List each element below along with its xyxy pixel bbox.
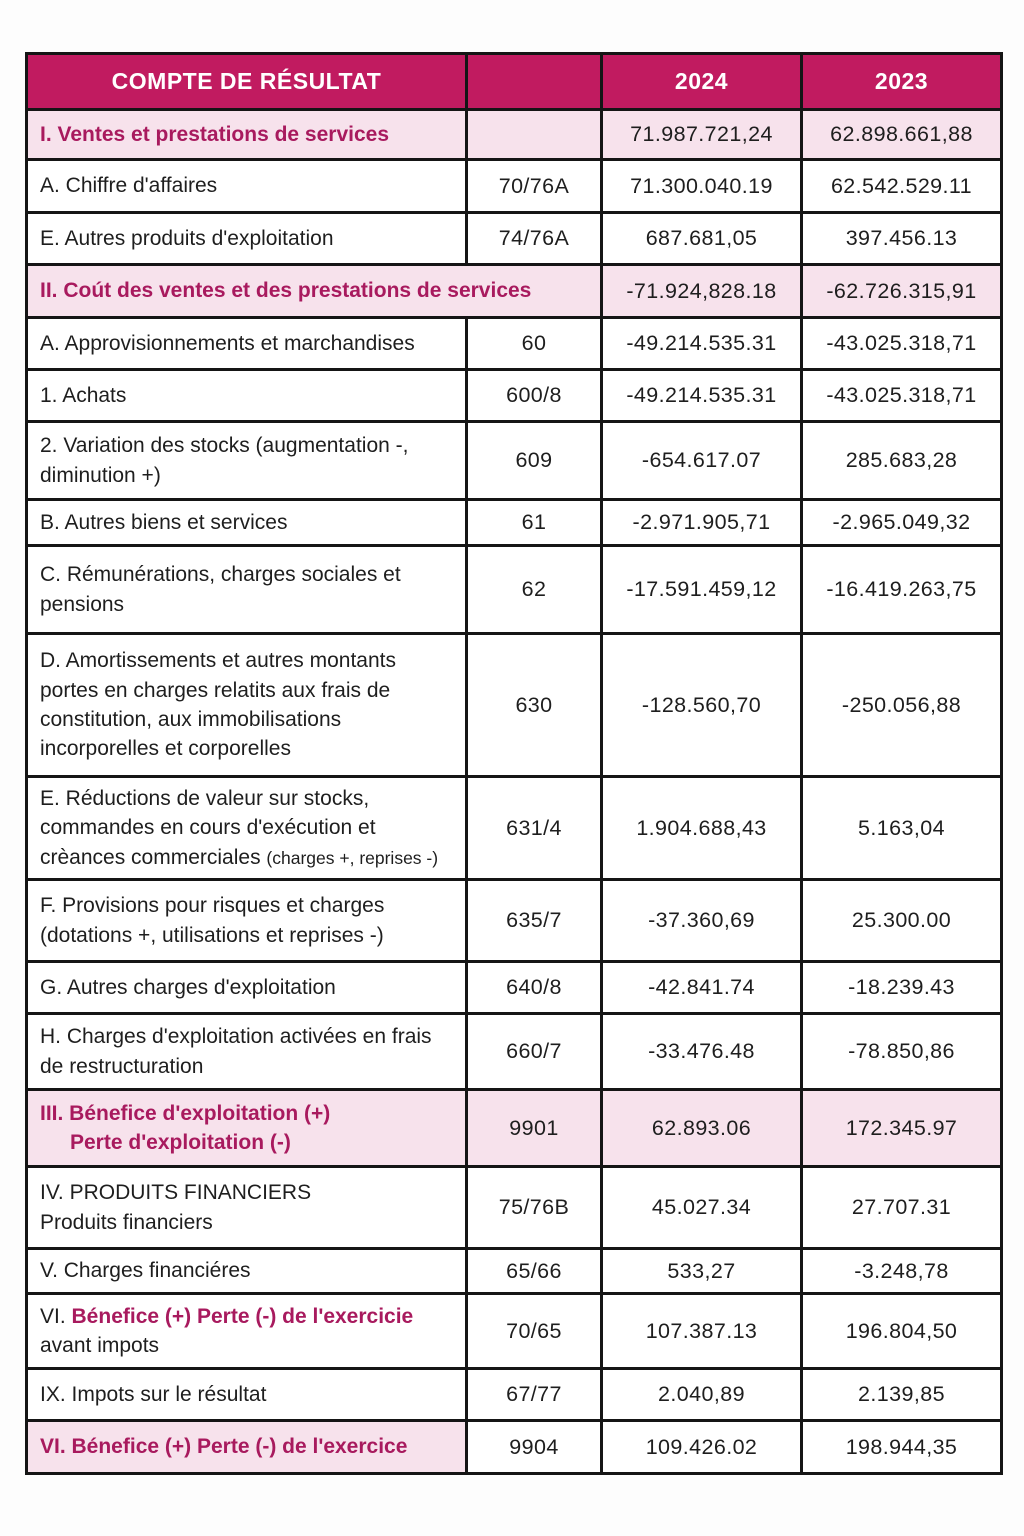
value-2023: 285.683,28 bbox=[802, 422, 1002, 500]
table-row bbox=[27, 1369, 1002, 1421]
row-label: V. Charges financiéres bbox=[27, 1249, 467, 1294]
table-row bbox=[27, 1090, 1002, 1167]
row-label: C. Rémunérations, charges sociales et pensions bbox=[27, 546, 467, 634]
value-2024: -654.617.07 bbox=[602, 422, 802, 500]
value-2023: 5.163,04 bbox=[802, 777, 1002, 880]
value-2023: 196.804,50 bbox=[802, 1294, 1002, 1369]
value-2024: -42.841.74 bbox=[602, 962, 802, 1014]
account-code: 60 bbox=[467, 318, 602, 370]
value-2023: -62.726.315,91 bbox=[802, 265, 1002, 318]
value-2024: 71.300.040.19 bbox=[602, 160, 802, 213]
table-row bbox=[27, 160, 1002, 213]
account-code: 609 bbox=[467, 422, 602, 500]
table-row bbox=[27, 370, 1002, 422]
table-row bbox=[27, 318, 1002, 370]
value-2024: 533,27 bbox=[602, 1249, 802, 1294]
row-label: G. Autres charges d'exploitation bbox=[27, 962, 467, 1014]
row-label-prefix: VI. bbox=[40, 1304, 72, 1328]
row-label: I. Ventes et prestations de services bbox=[40, 122, 390, 146]
value-2023: -3.248,78 bbox=[802, 1249, 1002, 1294]
value-2023: -16.419.263,75 bbox=[802, 546, 1002, 634]
row-label: Bénefice (+) Perte (-) de l'exercicie bbox=[71, 1304, 414, 1328]
value-2024: 687.681,05 bbox=[602, 213, 802, 265]
row-label: VI. Bénefice (+) Perte (-) de l'exercice bbox=[40, 1435, 408, 1459]
row-label-note: (charges +, reprises -) bbox=[266, 847, 439, 868]
table-row bbox=[27, 110, 1002, 160]
table-row bbox=[27, 546, 1002, 634]
account-code: 660/7 bbox=[467, 1014, 602, 1090]
table-row bbox=[27, 1294, 1002, 1369]
account-code: 9904 bbox=[467, 1421, 602, 1474]
value-2023: 172.345.97 bbox=[802, 1090, 1002, 1167]
value-2023: -250.056,88 bbox=[802, 634, 1002, 777]
account-code: 640/8 bbox=[467, 962, 602, 1014]
row-label: E. Réductions de valeur sur stocks, commandes en cours d'exécution et crèances commerciales bbox=[40, 787, 376, 869]
value-2024: 109.426.02 bbox=[602, 1421, 802, 1474]
account-code: 600/8 bbox=[467, 370, 602, 422]
table-row bbox=[27, 1014, 1002, 1090]
value-2024: 62.893.06 bbox=[602, 1090, 802, 1167]
row-label: III. Bénefice d'exploitation (+) bbox=[40, 1101, 331, 1125]
value-2024: -33.476.48 bbox=[602, 1014, 802, 1090]
table-row bbox=[27, 213, 1002, 265]
value-2023: 2.139,85 bbox=[802, 1369, 1002, 1421]
value-2023: -2.965.049,32 bbox=[802, 500, 1002, 546]
row-label: E. Autres produits d'exploitation bbox=[27, 213, 467, 265]
value-2024: 2.040,89 bbox=[602, 1369, 802, 1421]
value-2024: -2.971.905,71 bbox=[602, 500, 802, 546]
account-code: 635/7 bbox=[467, 880, 602, 962]
value-2024: 1.904.688,43 bbox=[602, 777, 802, 880]
value-2024: 45.027.34 bbox=[602, 1167, 802, 1249]
account-code: 630 bbox=[467, 634, 602, 777]
table-row bbox=[27, 1421, 1002, 1474]
value-2023: -43.025.318,71 bbox=[802, 318, 1002, 370]
table-row bbox=[27, 265, 1002, 318]
table-title: COMPTE DE RÉSULTAT bbox=[27, 54, 467, 110]
table-row bbox=[27, 962, 1002, 1014]
account-code: 75/76B bbox=[467, 1167, 602, 1249]
account-code: 61 bbox=[467, 500, 602, 546]
row-label: F. Provisions pour risques et charges (dotations +, utilisations et reprises -) bbox=[27, 880, 467, 962]
value-2023: -78.850,86 bbox=[802, 1014, 1002, 1090]
value-2023: 62.542.529.11 bbox=[802, 160, 1002, 213]
account-code: 70/65 bbox=[467, 1294, 602, 1369]
table-header-row bbox=[27, 54, 1002, 110]
value-2024: -49.214.535.31 bbox=[602, 318, 802, 370]
row-label: A. Approvisionnements et marchandises bbox=[27, 318, 467, 370]
table-row bbox=[27, 422, 1002, 500]
header-code-cell bbox=[467, 54, 602, 110]
account-code: 74/76A bbox=[467, 213, 602, 265]
row-label-line2: avant impots bbox=[40, 1334, 160, 1358]
account-code bbox=[467, 110, 602, 160]
value-2023: 62.898.661,88 bbox=[802, 110, 1002, 160]
row-label: II. Coút des ventes et des prestations de services bbox=[40, 279, 532, 303]
row-label: H. Charges d'exploitation activées en frais de restructuration bbox=[27, 1014, 467, 1090]
row-label: B. Autres biens et services bbox=[27, 500, 467, 546]
row-label-line2: Produits financiers bbox=[40, 1210, 213, 1234]
row-label: 1. Achats bbox=[27, 370, 467, 422]
table-row bbox=[27, 634, 1002, 777]
account-code: 70/76A bbox=[467, 160, 602, 213]
table-row bbox=[27, 880, 1002, 962]
row-label: 2. Variation des stocks (augmentation -, diminution +) bbox=[27, 422, 467, 500]
value-2024: 71.987.721,24 bbox=[602, 110, 802, 160]
row-label-line2: Perte d'exploitation (-) bbox=[70, 1131, 291, 1155]
value-2024: -128.560,70 bbox=[602, 634, 802, 777]
account-code: 65/66 bbox=[467, 1249, 602, 1294]
row-label: IV. PRODUITS FINANCIERS bbox=[40, 1181, 312, 1205]
value-2024: -17.591.459,12 bbox=[602, 546, 802, 634]
table-row bbox=[27, 500, 1002, 546]
value-2023: 397.456.13 bbox=[802, 213, 1002, 265]
table-row bbox=[27, 777, 1002, 880]
account-code: 9901 bbox=[467, 1090, 602, 1167]
table-row bbox=[27, 1249, 1002, 1294]
account-code: 631/4 bbox=[467, 777, 602, 880]
value-2023: 25.300.00 bbox=[802, 880, 1002, 962]
value-2024: -71.924,828.18 bbox=[602, 265, 802, 318]
account-code: 67/77 bbox=[467, 1369, 602, 1421]
row-label: IX. Impots sur le résultat bbox=[27, 1369, 467, 1421]
column-header-2023: 2023 bbox=[802, 54, 1002, 110]
value-2024: -49.214.535.31 bbox=[602, 370, 802, 422]
table-row bbox=[27, 1167, 1002, 1249]
row-label: A. Chiffre d'affaires bbox=[27, 160, 467, 213]
value-2024: -37.360,69 bbox=[602, 880, 802, 962]
value-2023: -18.239.43 bbox=[802, 962, 1002, 1014]
value-2024: 107.387.13 bbox=[602, 1294, 802, 1369]
value-2023: -43.025.318,71 bbox=[802, 370, 1002, 422]
value-2023: 27.707.31 bbox=[802, 1167, 1002, 1249]
row-label: D. Amortissements et autres montants portes en charges relatits aux frais de constitution, aux immobilisations incorporelles et corporelles bbox=[27, 634, 467, 777]
account-code: 62 bbox=[467, 546, 602, 634]
value-2023: 198.944,35 bbox=[802, 1421, 1002, 1474]
income-statement-table bbox=[25, 52, 1003, 1475]
column-header-2024: 2024 bbox=[602, 54, 802, 110]
